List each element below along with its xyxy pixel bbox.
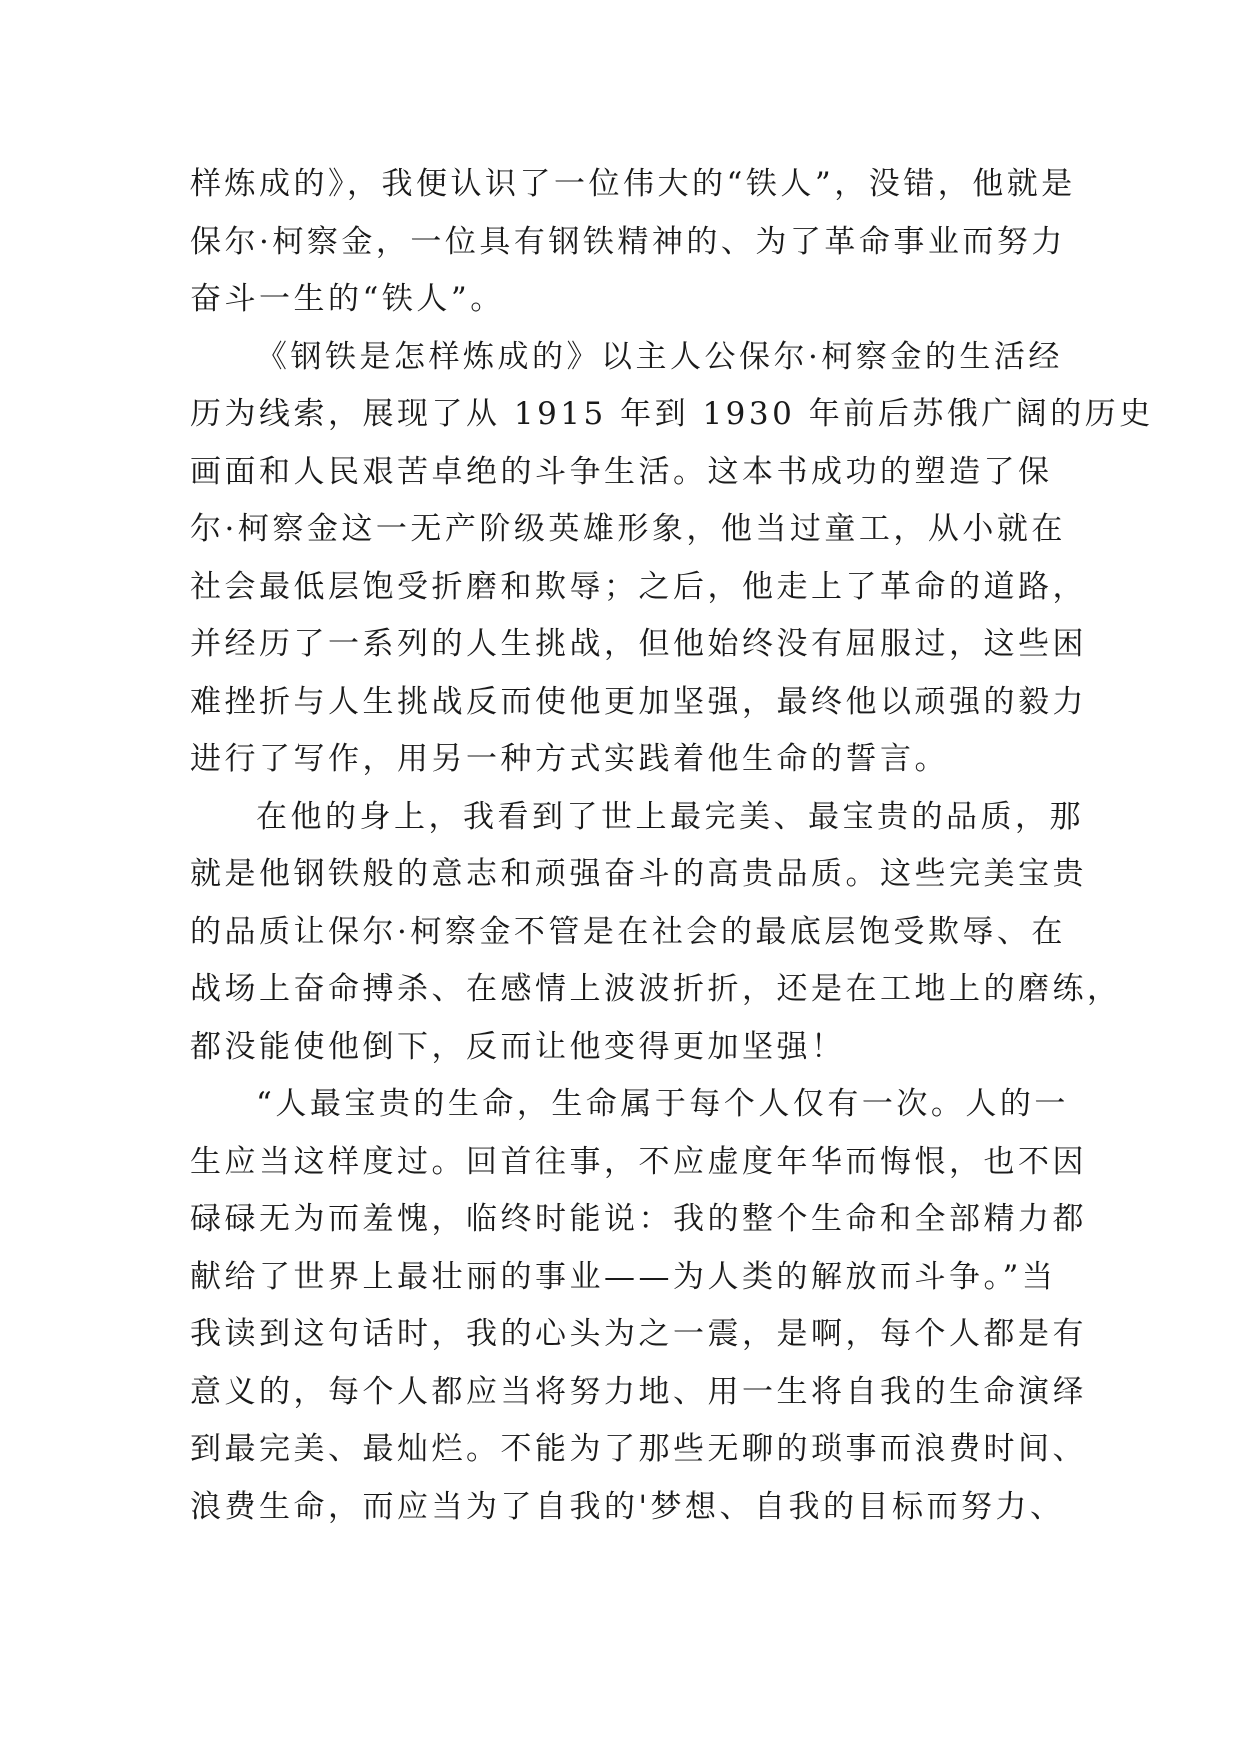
paragraph-first-line: 《钢铁是怎样炼成的》以主人公保尔·柯察金的生活经 — [256, 338, 1063, 375]
text-line: 碌碌无为而羞愧，临终时能说：我的整个生命和全部精力都 — [190, 1201, 1087, 1237]
text-line: 画面和人民艰苦卓绝的斗争生活。这本书成功的塑造了保 — [190, 453, 1053, 490]
text-line: 献给了世界上最壮丽的事业——为人类的解放而斗争。”当 — [190, 1258, 1057, 1295]
text-line: 历为线索，展现了从 1915 年到 1930 年前后苏俄广阔的历史 — [190, 396, 1154, 432]
text-line: 意义的，每个人都应当将努力地、用一生将自我的生命演绎 — [190, 1373, 1087, 1410]
text-line: 样炼成的》，我便认识了一位伟大的“铁人”，没错，他就是 — [190, 166, 1076, 202]
text-line: 的品质让保尔·柯察金不管是在社会的最底层饱受欺辱、在 — [190, 913, 1066, 950]
text-line: 我读到这句话时，我的心头为之一震，是啊，每个人都是有 — [190, 1316, 1087, 1352]
text-line: 进行了写作，用另一种方式实践着他生命的誓言。 — [190, 741, 949, 777]
text-line: 就是他钢铁般的意志和顽强奋斗的高贵品质。这些完美宝贵 — [190, 856, 1087, 892]
text-line: 社会最低层饱受折磨和欺辱；之后，他走上了革命的道路， — [190, 568, 1087, 605]
text-line: 生应当这样度过。回首往事，不应虚度年华而悔恨，也不因 — [190, 1143, 1087, 1180]
text-line: 并经历了一系列的人生挑战，但他始终没有屈服过，这些困 — [190, 626, 1087, 662]
paragraph-first-line: “人最宝贵的生命，生命属于每个人仅有一次。人的一 — [256, 1086, 1069, 1122]
text-line: 保尔·柯察金，一位具有钢铁精神的、为了革命事业而努力 — [190, 223, 1066, 260]
text-line: 浪费生命，而应当为了自我的'梦想、自我的目标而努力、 — [190, 1488, 1065, 1525]
text-line: 难挫折与人生挑战反而使他更加坚强，最终他以顽强的毅力 — [190, 683, 1087, 720]
text-line: 到最完美、最灿烂。不能为了那些无聊的琐事而浪费时间、 — [190, 1431, 1087, 1467]
document-body — [190, 156, 1154, 1536]
text-line: 尔·柯察金这一无产阶级英雄形象，他当过童工，从小就在 — [190, 511, 1066, 547]
text-line: 都没能使他倒下，反而让他变得更加坚强！ — [190, 1028, 846, 1065]
text-line: 战场上奋命搏杀、在感情上波波折折，还是在工地上的磨练， — [190, 971, 1122, 1007]
paragraph-first-line: 在他的身上，我看到了世上最完美、最宝贵的品质，那 — [256, 798, 1084, 835]
text-line: 奋斗一生的“铁人”。 — [190, 281, 505, 317]
